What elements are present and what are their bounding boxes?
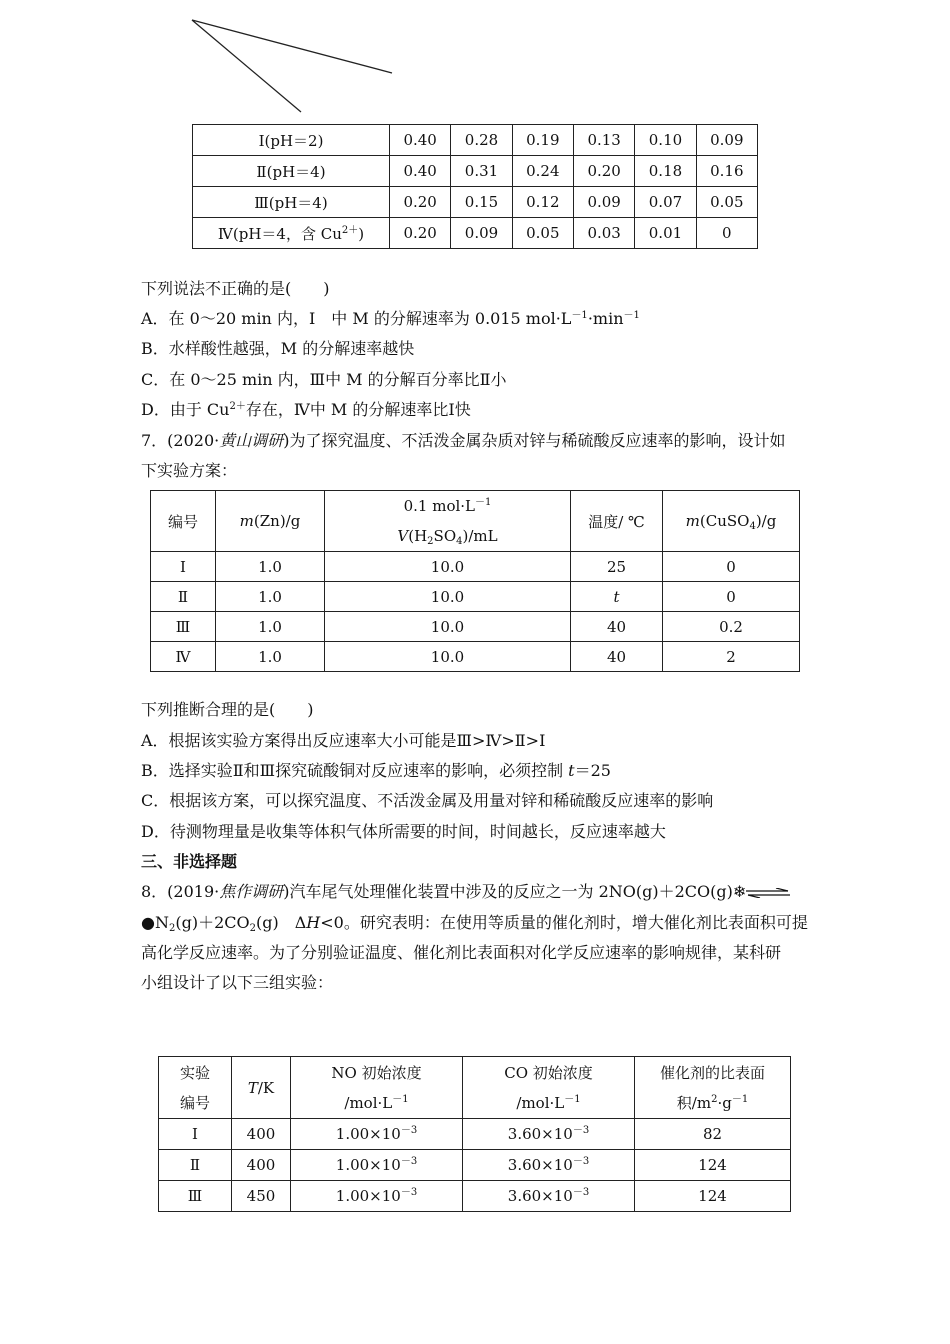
- table-cell: Ⅲ: [151, 612, 216, 642]
- option-sup: －1: [623, 310, 640, 321]
- table-cell: Ⅱ: [159, 1150, 232, 1181]
- header-no: 编号: [151, 491, 216, 552]
- q8-stem-line3: 高化学反应速率。为了分别验证温度、催化剂比表面积对化学反应速率的影响规律，某科研: [141, 943, 782, 962]
- header-line: [463, 1088, 634, 1118]
- header-t: [232, 1057, 291, 1119]
- cell-sup: －3: [400, 1156, 418, 1167]
- table-cell: Ⅰ: [151, 552, 216, 582]
- header-no: [159, 1057, 232, 1119]
- table-cell: 2: [663, 642, 800, 672]
- var-t: T: [247, 1078, 258, 1097]
- eq-sub: 2: [249, 923, 256, 934]
- header-sup: －1: [475, 497, 492, 508]
- table-cell: [463, 1181, 635, 1212]
- table-cell: 0: [663, 552, 800, 582]
- option-text: B．选择实验Ⅱ和Ⅲ探究硫酸铜对反应速率的影响，必须控制: [141, 761, 569, 780]
- header-text: (CuSO: [699, 512, 750, 530]
- table-cell: 0.18: [635, 156, 696, 187]
- table-cell: 0.07: [635, 187, 696, 218]
- table-cell: 124: [635, 1150, 791, 1181]
- table-cell: 0.20: [390, 218, 451, 249]
- q6-option-b: B．水样酸性越强，M 的分解速率越快: [141, 339, 415, 358]
- q7-stem-line1: [141, 431, 786, 451]
- table-cell: 0.24: [512, 156, 573, 187]
- header-mzn: [216, 491, 325, 552]
- table-cell: 0.40: [390, 125, 451, 156]
- table-cell: 10.0: [325, 642, 571, 672]
- table-cell: Ⅳ: [151, 642, 216, 672]
- header-sup: －1: [392, 1093, 409, 1105]
- var-v: V: [397, 527, 409, 545]
- var-m: m: [685, 512, 700, 530]
- cell-text: 3.60×10: [507, 1156, 573, 1174]
- cell-sup: －3: [572, 1156, 590, 1167]
- q8-stem-line2: [141, 913, 808, 933]
- table-cell: 10.0: [325, 582, 571, 612]
- table-row-label: Ⅰ(pH＝2): [193, 125, 390, 156]
- table-cell: [291, 1150, 463, 1181]
- cell-sup: －3: [400, 1125, 418, 1136]
- table-cell: 1.0: [216, 582, 325, 612]
- header-mcu: [663, 491, 800, 552]
- header-line: CO 初始浓度: [504, 1063, 593, 1082]
- var-h: H: [306, 913, 321, 932]
- header-sup: 2: [711, 1093, 718, 1105]
- table-cell: 0.03: [573, 218, 634, 249]
- header-text: )/mL: [462, 527, 498, 545]
- eq-text: (g)＋2CO: [175, 913, 250, 932]
- bullet-glyph: ❄: [732, 882, 747, 901]
- experiment-table-q8: [158, 1056, 791, 1212]
- table-cell: Ⅲ: [159, 1181, 232, 1212]
- diagonal-header-lines: [0, 0, 450, 120]
- question-number: 7．(2020·: [141, 431, 220, 450]
- decomposition-table: [192, 124, 758, 249]
- header-temp: 温度/ ℃: [571, 491, 663, 552]
- table-cell: 0.05: [696, 187, 757, 218]
- table-cell: 40: [571, 642, 663, 672]
- bullet-glyph: ●: [141, 913, 155, 932]
- q7-option-a: A．根据该实验方案得出反应速率大小可能是Ⅲ>Ⅳ>Ⅱ>Ⅰ: [141, 731, 546, 750]
- table-cell: 0.20: [390, 187, 451, 218]
- label-text: Ⅳ(pH＝4，含 Cu: [217, 224, 342, 243]
- option-sup: 2＋: [229, 401, 246, 412]
- table-cell: 10.0: [325, 552, 571, 582]
- header-catalyst: [635, 1057, 791, 1119]
- var-t: t: [568, 761, 575, 780]
- header-line: [635, 1088, 790, 1118]
- header-vol: [325, 521, 570, 551]
- table-cell: 0.09: [573, 187, 634, 218]
- header-text: 积/m: [676, 1093, 712, 1112]
- header-conc: [325, 491, 570, 521]
- table-cell: 0: [696, 218, 757, 249]
- label-end: ): [358, 224, 365, 243]
- var-t: t: [613, 587, 620, 606]
- header-co-conc: [463, 1057, 635, 1119]
- q6-option-d: [141, 400, 471, 420]
- header-sub: 4: [749, 521, 756, 532]
- table-cell: 1.0: [216, 642, 325, 672]
- header-sub: 4: [456, 536, 463, 547]
- q8-stem-line1: [141, 882, 790, 902]
- eq-sub: 2: [168, 923, 176, 934]
- experiment-table-q7: [150, 490, 800, 672]
- q6-option-c: C．在 0～25 min 内，Ⅲ中 M 的分解百分率比Ⅱ小: [141, 370, 507, 389]
- cell-text: 1.00×10: [335, 1187, 401, 1205]
- header-line: [291, 1088, 462, 1118]
- table-cell: 0.05: [512, 218, 573, 249]
- table-cell: 0: [663, 582, 800, 612]
- option-text: 存在，Ⅳ中 M 的分解速率比Ⅰ快: [245, 400, 471, 419]
- table-cell: 82: [635, 1119, 791, 1150]
- table-cell: 25: [571, 552, 663, 582]
- header-line: 实验: [179, 1063, 210, 1082]
- header-line: 编号: [179, 1093, 210, 1112]
- equilibrium-arrow-icon: [746, 888, 790, 898]
- question-text: )为了探究温度、不活泼金属杂质对锌与稀硫酸反应速率的影响，设计如: [283, 431, 786, 450]
- table-cell: 0.2: [663, 612, 800, 642]
- option-text: A．在 0～20 min 内，Ⅰ 中 M 的分解速率为 0.015 mol·L: [141, 309, 572, 328]
- q7-option-d: D．待测物理量是收集等体积气体所需要的时间，时间越长，反应速率越大: [141, 822, 666, 841]
- table-cell: 450: [232, 1181, 291, 1212]
- table-cell: [463, 1119, 635, 1150]
- table-cell: Ⅰ: [159, 1119, 232, 1150]
- cell-sup: －3: [572, 1187, 590, 1198]
- cell-sup: －3: [400, 1187, 418, 1198]
- table-cell: [291, 1181, 463, 1212]
- table-cell: 0.40: [390, 156, 451, 187]
- header-sup: －1: [731, 1093, 749, 1105]
- option-text: ＝25: [574, 761, 611, 780]
- var-m: m: [239, 512, 254, 530]
- table-cell: [571, 582, 663, 612]
- table-row-label: [193, 218, 390, 249]
- table-cell: 124: [635, 1181, 791, 1212]
- eq-text: N: [154, 913, 169, 932]
- table-cell: 400: [232, 1150, 291, 1181]
- table-cell: [291, 1119, 463, 1150]
- table-cell: Ⅱ: [151, 582, 216, 612]
- header-text: /mol·L: [344, 1093, 393, 1112]
- question-source: 焦作调研: [219, 882, 284, 901]
- table-cell: 0.19: [512, 125, 573, 156]
- question-text: )汽车尾气处理催化装置中涉及的反应之一为 2NO(g)＋2CO(g): [283, 882, 733, 901]
- eq-text: (g) Δ: [256, 913, 307, 932]
- question-source: 黄山调研: [219, 431, 284, 450]
- table-cell: 10.0: [325, 612, 571, 642]
- header-text: )/g: [755, 512, 777, 530]
- label-sup: 2＋: [341, 224, 359, 236]
- table-cell: 40: [571, 612, 663, 642]
- table-cell: 1.0: [216, 552, 325, 582]
- table-cell: 0.13: [573, 125, 634, 156]
- header-text: /K: [257, 1078, 275, 1097]
- header-line: 催化剂的比表面: [659, 1063, 765, 1082]
- section-heading: 三、非选择题: [141, 852, 238, 871]
- table-row-label: Ⅲ(pH＝4): [193, 187, 390, 218]
- table-cell: 0.12: [512, 187, 573, 218]
- table-cell: 0.20: [573, 156, 634, 187]
- table-cell: 0.15: [451, 187, 512, 218]
- option-text: D．由于 Cu: [141, 400, 230, 419]
- header-text: (Zn)/g: [253, 512, 301, 530]
- table-cell: [463, 1150, 635, 1181]
- header-text: /mol·L: [516, 1093, 565, 1112]
- header-text: SO: [433, 527, 457, 545]
- header-volume: [325, 491, 571, 552]
- cell-text: 1.00×10: [335, 1125, 401, 1143]
- option-sup: －1: [571, 310, 588, 321]
- q6-stem: 下列说法不正确的是( ): [141, 279, 330, 298]
- q7-stem-line2: 下实验方案：: [141, 461, 238, 480]
- header-text: ·g: [717, 1093, 732, 1112]
- table-cell: 0.01: [635, 218, 696, 249]
- cell-text: 3.60×10: [507, 1187, 573, 1205]
- question-number: 8．(2019·: [141, 882, 220, 901]
- q8-stem-line4: 小组设计了以下三组实验：: [141, 973, 334, 992]
- table-cell: 0.28: [451, 125, 512, 156]
- table-row-label: Ⅱ(pH＝4): [193, 156, 390, 187]
- q7-option-c: C．根据该方案，可以探究温度、不活泼金属及用量对锌和稀硫酸反应速率的影响: [141, 791, 714, 810]
- table-cell: 0.31: [451, 156, 512, 187]
- q7-ask: 下列推断合理的是( ): [141, 700, 314, 719]
- cell-text: 3.60×10: [507, 1125, 573, 1143]
- table-cell: 400: [232, 1119, 291, 1150]
- table-cell: 1.0: [216, 612, 325, 642]
- q7-option-b: [141, 761, 611, 781]
- header-sup: －1: [564, 1093, 581, 1105]
- table-cell: 0.16: [696, 156, 757, 187]
- header-line: NO 初始浓度: [331, 1063, 422, 1082]
- table-cell: 0.10: [635, 125, 696, 156]
- eq-text: <0。研究表明：在使用等质量的催化剂时，增大催化剂比表面积可提: [320, 913, 808, 932]
- table-cell: 0.09: [451, 218, 512, 249]
- header-no-conc: [291, 1057, 463, 1119]
- option-text: ·min: [587, 309, 624, 328]
- table-cell: 0.09: [696, 125, 757, 156]
- header-text: (H: [408, 527, 428, 545]
- header-text: 0.1 mol·L: [403, 497, 476, 515]
- q6-option-a: [141, 309, 640, 329]
- cell-sup: －3: [572, 1125, 590, 1136]
- header-sub: 2: [427, 536, 434, 547]
- cell-text: 1.00×10: [335, 1156, 401, 1174]
